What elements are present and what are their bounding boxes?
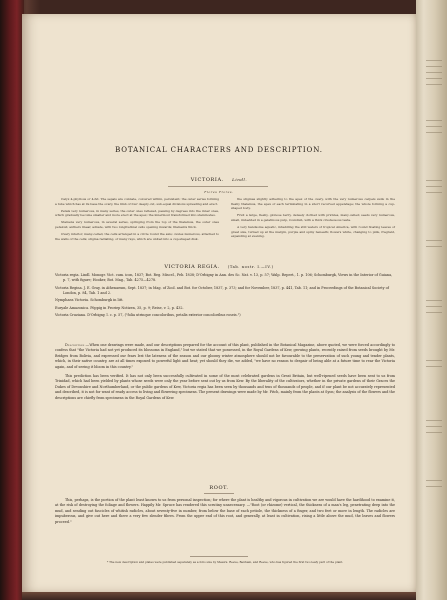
page-title: BOTANICAL CHARACTERS AND DESCRIPTION.	[115, 146, 323, 154]
species-name: VICTORIA REGIA.	[164, 264, 220, 270]
facing-page-edge	[416, 0, 447, 600]
description-block	[55, 343, 395, 405]
footnote-rule	[190, 556, 248, 557]
synonym-entry: Victoria Cruziana. D'Orbigny, l. c. p. 57, ("folia utrinque concoloribus, petalis exterior concoloribus roseis.")	[55, 313, 241, 318]
red-binding-edge	[0, 0, 24, 600]
footnote: * The new description and plates were published separately as a folio size by Messrs. Reeve, Benham, and Reeve, who has figured the first two leafy part of the plant.	[106, 560, 344, 564]
synonym-entry: Nymphaea Victoria. Schomburgk in litt.	[55, 298, 124, 303]
character-paragraph: Calyx 4-phyllous or 4-fid. The sepals are connate, coloured within, persistent; the outer series forming a tube which has at its base the ovary, the limb of four deeply-cut, sub-equal divisions spreading and erect.	[55, 197, 219, 206]
character-paragraph: the stigmas slightly adhering to the apex of the ovary, with the very numerous carpels sunk in the fleshy thalamus, the apex of each terminating in a short recurved appendage; the whole forming a cup-shaped body.	[231, 197, 395, 211]
root-rule	[204, 493, 234, 494]
species-heading	[22, 264, 416, 270]
root-paragraph: This, perhaps, is the portion of the plant least known to us from personal inspection; for where the plant is healthy and vigorous in cultivation we are would have the hardihood to examine it, at the risk of destroying the foliage and flowers. Happily Mr. Spruce has rendered this scrutiny unnecessary. —"Root (or rhizome) vertical, the thickness of a man's leg, penetrating deep into the mud, and sending out fascicles of whitish radicles, about seventy-five in number, from below the base of each petiole, the thickness of a finger, and two feet or more in length. The radicles are impuberous, and give out here and there a very few slender fibres. From the upper end of this root, and generally, at least in cultivation, rising a little above the mud, the leaves and flowers proceed."	[55, 498, 395, 524]
species-ref: (Tab. nostr. I.—IV.)	[227, 265, 274, 269]
genus-author: Lindl.	[232, 177, 248, 182]
page-bottom-shadow	[22, 592, 416, 600]
character-paragraph: Stamens very numerous, in several series, springing from the top of the thalamus, the outer ones petaloid; anthers linear, adnate, with two longitudinal cells opening inwards; filaments thick.	[55, 220, 219, 229]
synonym-entry: Victoria Regina. J. E. Gray, in Athenaeum, Sept. 1837; in Mag. of Zool. and Bot. for October, 1837, p. 373; and for November, 1837, p. 441, Tab. 11; and in Proceedings of the Botanical Society of London, p. 84, Tab. 1 and 2.	[55, 285, 389, 295]
characters-column-left	[55, 197, 219, 244]
characters-column-right	[231, 197, 395, 241]
character-paragraph: Ovary inferior, many-celled, the cells arranged in a circle round the axis; ovules numerous, attached to the walls of the cells; stigma radiating, of many rays, which are united into a cup-shaped disk.	[55, 232, 219, 241]
genus-name: VICTORIA.	[190, 177, 224, 183]
root-block	[55, 498, 395, 529]
genus-heading	[22, 177, 416, 183]
description-paragraph: This prediction has been verified. It has not only been successfully cultivated in some of the most celebrated gardens in Great Britain, but well-ripened seeds have been sent to us from Trinidad, which had been yielded by plants whose seeds were only the year before sent out by us from Kew. By the liberality of the cultivators, whether in the private gardens of their Graces the Dukes of Devonshire and Northumberland, or the public gardens of Kew, Victoria regia has been seen by thousands and tens of thousands of people, and if our plant be not accurately represented and described, it is not for want of ready access to living and flowering specimens. The present drawings were made by Mr. Fitch, mainly from the plants at Syon; the analysis of the flowers and the descriptions are chiefly from specimens in the Royal Gardens of Kew.	[55, 374, 395, 400]
family-note: Flores Flores.	[204, 190, 234, 194]
synonym-entry: Euryale Amazonica. Pöppig in Froriep Notizen, 35, p. 9; Reise, v. 2, p. 432.	[55, 305, 184, 310]
description-paragraph: Description.—When one drawings were made, and our descriptions prepared for the account of this plant, published in the Botanical Magazine, above quoted, we were forced accordingly to confess that "the Victoria had not yet produced its blossoms in England," but we stated that we possessed, in the Royal Gardens of Kew, growing plants, recently raised from seeds brought by Mr. Bridges from Bolivia, and expressed our fears lest the lateness of the season and our gloomy winter atmosphere should not be favourable to the preservation of such young and tender plants, which, in their native country, are at all times exposed to powerful light and heat; yet should they die, we added, "we have no reason to despair of being able at a future time to rear the Victoria again, and of seeing it bloom in this country."	[55, 343, 395, 369]
root-heading: ROOT.	[209, 485, 229, 491]
heading-rule	[168, 186, 268, 187]
character-paragraph: Petals very numerous, in many series, the outer ones reflexed, passing by degrees into the inner ones, which gradually become smaller and more erect at the apex; the innermost transformed into staminodes.	[55, 208, 219, 218]
synonym-entry: Victoria regia. Lindl. Monogr. Vict. cum. icon, 1837; Bot. Reg. Miscel., Feb. 1838; D'Orbigny in Ann. des Sc. Nat. v. 13, p. 57; Walp. Repert., 1. p. 106; Schomburgk, Views in the Interior of Guiana, p. 7, with figure; Hooker, Bot. Mag., Tab. 4275—4278.	[55, 273, 393, 282]
character-paragraph: A very handsome aquatic, inhabiting the still waters of tropical America, with round floating leaves of great size, turned up at the margin, purple and spiny beneath; flowers white, changing to pink, fragrant, expanding at evening.	[231, 224, 395, 239]
character-paragraph: Fruit a large, fleshy, globose berry, densely clothed with prickles, many-celled; seeds very numerous, small, imbedded in a gelatinous pulp, roundish, with a thick crustaceous testa.	[231, 213, 395, 222]
description-label: Description.	[65, 343, 86, 347]
synonymy-list	[55, 273, 395, 321]
